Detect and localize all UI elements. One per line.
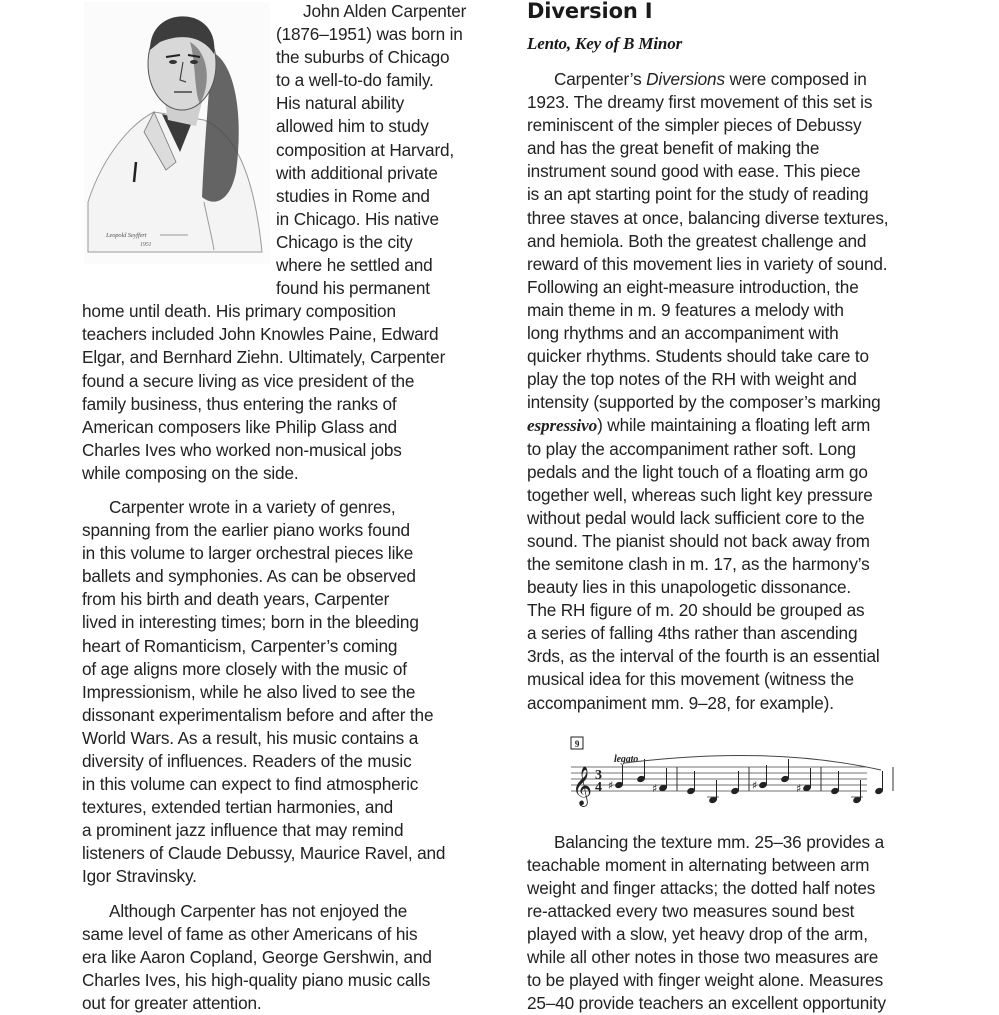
text-line: 25–40 provide teachers an excellent opportunity (527, 993, 886, 1014)
bio-paragraph-2: Carpenter wrote in a variety of genres, spanning from the earlier piano works found in this volume to larger orchestral pieces like ballets and symphonies. As can be observed from his birth and death years, Carpenter lived in interesting times; born in the bleeding heart of Romanticism, Carpenter’s coming of age aligns more closely with the music of Impressionism, while he also lived to see the dissonant experimentalism before and after the World Wars. As a result, his music contains a diversity of influences. Readers of the music in this volume can expect to find atmospheric textures, extended tertian harmonies, and a prominent jazz influence that may remind listeners of Claude Debussy, Maurice Ravel, and Igor Stravinsky. (82, 496, 446, 887)
text-line: played with a slow, yet heavy drop of the arm, (527, 924, 868, 944)
text-line: reminiscent of the simpler pieces of Debussy (527, 115, 862, 136)
legato-slur (625, 755, 881, 770)
text-line: sound. The pianist should not back away from (527, 530, 870, 551)
text-line: Following an eight-measure introduction, the (527, 276, 859, 297)
text-line: teachable moment in alternating between arm (527, 854, 870, 875)
sharp-accidental: ♯ (752, 778, 758, 792)
work-title: Diversions (646, 69, 725, 89)
sharp-accidental: ♯ (608, 778, 614, 792)
music-example (527, 733, 927, 811)
text-line: together well, whereas such light key pressure (527, 484, 873, 505)
text-line: main theme in m. 9 features a melody with (527, 299, 844, 320)
text-line: re-attacked every two measures sound best (527, 900, 855, 921)
text-line: instrument sound good with ease. This piece (527, 161, 861, 182)
measure-number: 9 (574, 738, 580, 749)
text-line: The RH figure of m. 20 should be grouped as (527, 600, 865, 621)
right-column (527, 0, 927, 1015)
bio-paragraph-1: John Alden Carpenter (1876–1951) was born in the suburbs of Chicago to a well-to-do family. His natural ability allowed him to study composition at Harvard, with additional private studies in Rome and in Chicago. His native Chicago is the city where he settled and found his permanent home until death. His primary composition teachers included John Knowles Paine, Edward Elgar, and Bernhard Ziehn. Ultimately, Carpenter found a secure living as vice president of the family business, thus entering the ranks of American composers like Philip Glass and Charles Ives who worked non-musical jobs while composing on the side. (82, 1, 467, 483)
text-line: accompaniment mm. 9–28, for example). (527, 692, 834, 713)
text-line: to be played with finger weight alone. Measures (527, 970, 884, 991)
treble-clef: 𝄞 (572, 765, 592, 806)
text-line: and has the great benefit of making the (527, 138, 820, 159)
sharp-accidental: ♯ (796, 781, 802, 795)
text-line: while all other notes in those two measures are (527, 947, 879, 968)
left-column (82, 0, 482, 1015)
text-line: beauty lies in this unapologetic dissonance. (527, 577, 851, 598)
expression-marking: legato (614, 753, 639, 765)
text-line: quicker rhythms. Students should take care to (527, 346, 869, 367)
text-line: without pedal would lack sufficient core to the (527, 507, 865, 528)
diversion-paragraph-1: Carpenter’s Diversions were composed in 1923. The dreamy first movement of this set is reminiscent of the simpler pieces of Debussy and has the great benefit of making the instrument sound good with ease. This piece is an apt starting point for the study of reading three staves at once, balancing diverse textures, and hemiola. Both the greatest challenge and reward of this movement lies in variety of sound. Following an eight-measure introduction, the main theme in m. 9 features a melody with long rhythms and an accompaniment with quicker rhythms. Students should take care to play the top notes of the RH with weight and intensity (supported by the composer’s marking espressivo) while maintaining a floating left arm to play the accompaniment rather soft. Long pedals and the light touch of a floating arm go together well, whereas such light key pressure without pedal would lack sufficient core to the sound. The pianist should not back away from the semitone clash in m. 17, as the harmony’s beauty lies in this unapologetic dissonance. The RH figure of m. 20 should be grouped as a series of falling 4ths rather than ascending 3rds, as the interval of the fourth is an essential musical idea for this movement (witness the accompaniment mm. 9–28, for example). (527, 68, 927, 715)
portrait-signature-year: 1951 (140, 242, 152, 248)
text-line: long rhythms and an accompaniment with (527, 323, 839, 344)
text-line: pedals and the light touch of a floating arm go (527, 461, 868, 482)
text-line: 3rds, as the interval of the fourth is an essential (527, 646, 880, 667)
portrait-sketch (84, 2, 270, 264)
text-line: 1923. The dreamy first movement of this set is (527, 92, 873, 113)
bio-paragraph-3: Although Carpenter has not enjoyed the same level of fame as other Americans of his era like Aaron Copland, George Gershwin, and Charles Ives, his high-quality piano music calls out for greater attention. (82, 900, 432, 1013)
text-line: is an apt starting point for the study of reading (527, 184, 869, 205)
music-staff (527, 733, 927, 811)
text-line: intensity (supported by the composer’s marking (527, 392, 881, 413)
text-line: three staves at once, balancing diverse textures, (527, 207, 889, 228)
text-line: musical idea for this movement (witness the (527, 669, 854, 690)
portrait-signature: Leopold Seyffert (106, 232, 147, 239)
text-line: a series of falling 4ths rather than ascending (527, 623, 858, 644)
text-line: weight and finger attacks; the dotted half notes (527, 877, 876, 898)
section-title: Diversion I (527, 0, 653, 23)
text-line: Balancing the texture mm. 25–36 provides a (554, 831, 885, 852)
time-signature-top: 3 (595, 767, 602, 783)
text-line: reward of this movement lies in variety of sound. (527, 253, 888, 274)
sharp-accidental: ♯ (652, 781, 658, 795)
text-line: to play the accompaniment rather soft. Long (527, 438, 856, 459)
text-line: and hemiola. Both the greatest challenge and (527, 230, 867, 251)
text-line: play the top notes of the RH with weight and (527, 369, 857, 390)
diversion-paragraph-2 (527, 831, 927, 1015)
section-subtitle: Lento, Key of B Minor (527, 34, 683, 53)
time-signature-bottom: 4 (595, 779, 602, 795)
espressivo-marking: espressivo (527, 416, 598, 436)
text-line: the semitone clash in m. 17, as the harmony’s (527, 553, 870, 574)
composer-portrait (82, 0, 270, 280)
